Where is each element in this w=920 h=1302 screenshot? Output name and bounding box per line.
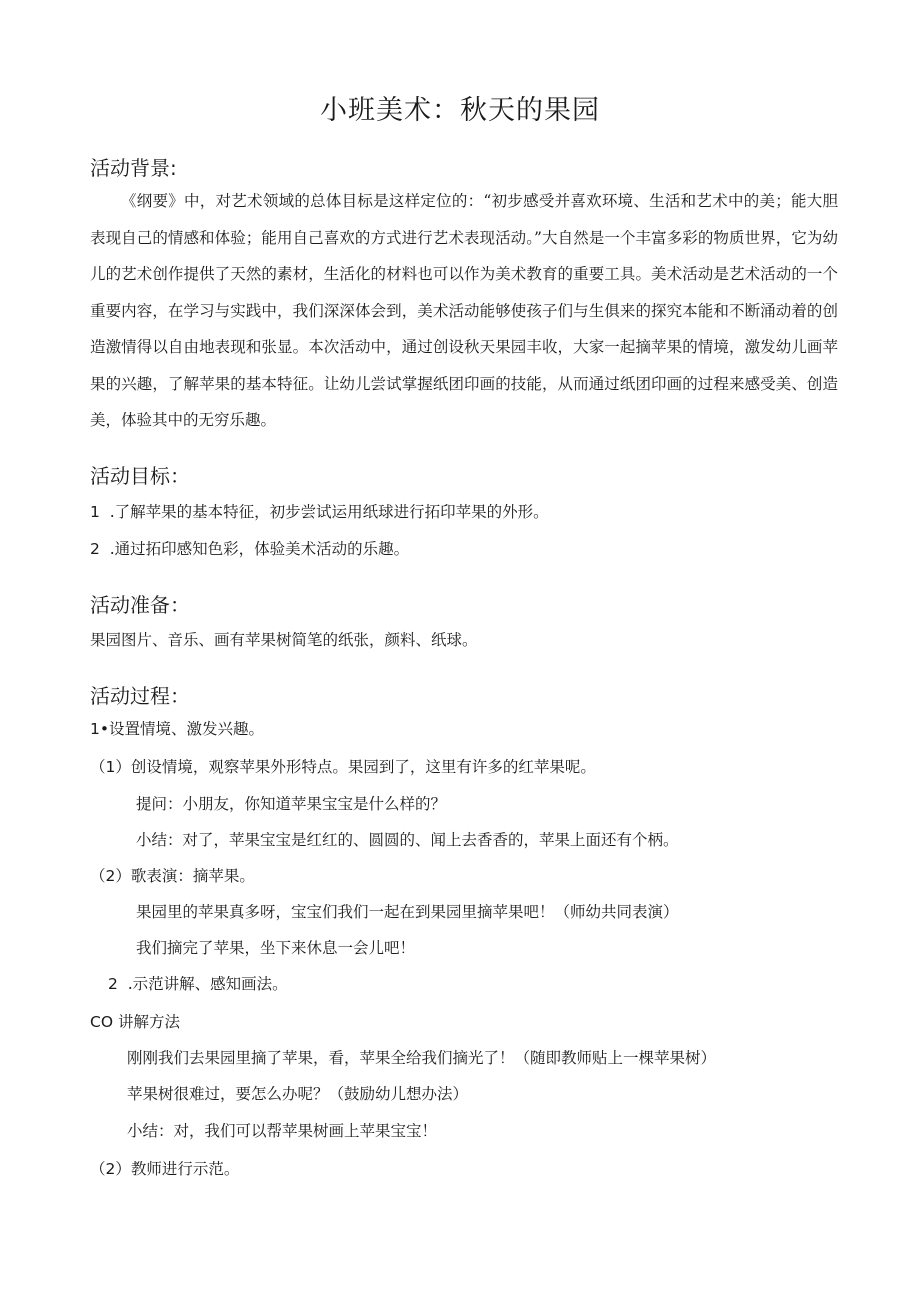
process-step-1-sub-2-text: 歌表演：摘苹果。 — [130, 867, 255, 885]
process-step-2-sub-2 — [90, 1157, 239, 1179]
process-step-1-sub-1-text: 创设情境，观察苹果外形特点。果园到了，这里有许多的红苹果呢。 — [130, 758, 596, 776]
process-step-2-sub-2-number: （2） — [90, 1160, 131, 1178]
process-question: 提问：小朋友，你知道苹果宝宝是什么样的？ — [136, 795, 447, 813]
process-step-1-text: 设置情境、激发兴趣。 — [109, 720, 265, 738]
process-step-2-sub-1-text: 讲解方法 — [117, 1013, 180, 1031]
process-step-1-sub-1-number: （1） — [90, 758, 131, 776]
heading-background: 活动背景: — [90, 156, 177, 180]
process-step-2-sub-2-text: 教师进行示范。 — [130, 1160, 240, 1178]
process-step-2-sub-1 — [90, 1010, 180, 1032]
process-step-1-sub-2-number: （2） — [90, 867, 131, 885]
heading-process: 活动过程： — [90, 684, 190, 708]
process-explain-summary: 小结：对，我们可以帮苹果树画上苹果宝宝！ — [127, 1122, 438, 1140]
process-step-1-sub-1 — [90, 755, 596, 777]
goal-item-1 — [90, 500, 549, 522]
page-title: 小班美术：秋天的果园 — [320, 95, 600, 126]
process-song-line-2: 我们摘完了苹果，坐下来休息一会儿吧！ — [136, 939, 416, 957]
goal-item-1-text: .了解苹果的基本特征，初步尝试运用纸球进行拓印苹果的外形。 — [109, 503, 549, 521]
heading-goals: 活动目标： — [90, 464, 190, 488]
goal-item-2-number: 2 — [90, 540, 100, 558]
heading-preparation: 活动准备： — [90, 593, 190, 617]
process-step-2-sub-1-number: CO — [90, 1013, 114, 1031]
goal-item-1-number: 1 — [90, 503, 100, 521]
preparation-text: 果园图片、音乐、画有苹果树简笔的纸张，颜料、纸球。 — [90, 631, 478, 649]
process-song-line-1: 果园里的苹果真多呀，宝宝们我们一起在到果园里摘苹果吧！（师幼共同表演） — [136, 903, 679, 921]
process-step-1-number: 1• — [90, 720, 110, 738]
process-step-2-text: .示范讲解、感知画法。 — [127, 975, 288, 993]
process-step-2-number: 2 — [108, 975, 118, 993]
process-step-1 — [90, 717, 264, 739]
process-summary-1: 小结：对了，苹果宝宝是红红的、圆圆的、闻上去香香的，苹果上面还有个柄。 — [136, 831, 679, 849]
process-explain-line-1: 刚刚我们去果园里摘了苹果，看，苹果全给我们摘光了！（随即教师贴上一棵苹果树） — [127, 1049, 717, 1067]
goal-item-2-text: .通过拓印感知色彩，体验美术活动的乐趣。 — [109, 540, 410, 558]
process-step-2 — [108, 972, 288, 994]
goal-item-2 — [90, 537, 409, 559]
background-paragraph: 《纲要》中，对艺术领域的总体目标是这样定位的：“初步感受并喜欢环境、生活和艺术中的美；能大胆表现自己的情感和体验；能用自己喜欢的方式进行艺术表现活动。”大自然是一个丰富多彩的物质世界，它为幼儿的艺术创作提供了天然的素材，生活化的材料也可以作为美术教育的重要工具。美术活动是艺术活动的一个重要内容，在学习与实践中，我们深深体会到，美术活动能够使孩子们与生俱来的探究本能和不断涌动着的创造激情得以自由地表现和张显。本次活动中，通过创设秋天果园丰收，大家一起摘苹果的情境，激发幼儿画苹果的兴趣，了解苹果的基本特征。让幼儿尝试掌握纸团印画的技能，从而通过纸团印画的过程来感受美、创造美，体验其中的无穷乐趣。 — [90, 192, 838, 429]
process-step-1-sub-2 — [90, 864, 255, 886]
process-explain-line-2: 苹果树很难过，要怎么办呢？（鼓励幼儿想办法） — [127, 1085, 469, 1103]
